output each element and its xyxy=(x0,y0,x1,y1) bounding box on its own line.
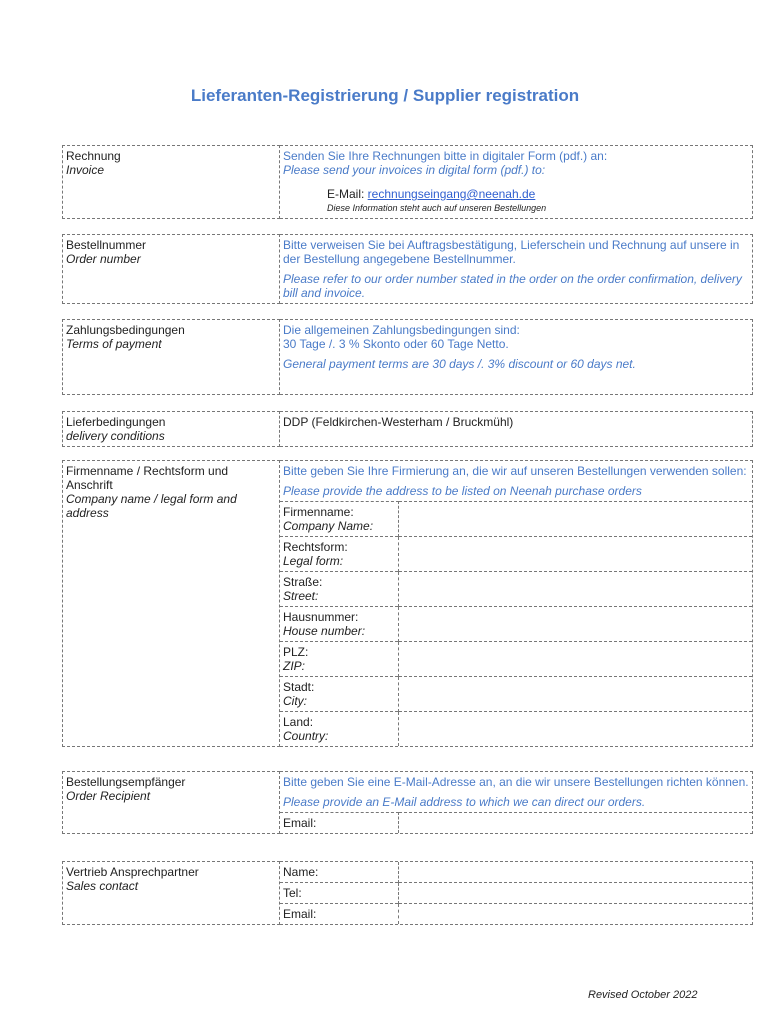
recipient-text-en: Please provide an E-Mail address to which we can direct our orders. xyxy=(283,795,646,809)
company-fields xyxy=(280,501,752,746)
city-label-de: Stadt: xyxy=(283,680,315,694)
zip-field[interactable] xyxy=(399,642,753,677)
house-number-field[interactable] xyxy=(399,607,753,642)
company-text-en: Please provide the address to be listed on Neenah purchase orders xyxy=(283,484,642,498)
sales-email-field[interactable] xyxy=(399,904,753,925)
payment-text-de-1: Die allgemeinen Zahlungsbedingungen sind: xyxy=(283,323,520,337)
company-field-row xyxy=(280,712,752,747)
street-field[interactable] xyxy=(399,572,753,607)
legal-form-label-en: Legal form: xyxy=(283,554,344,568)
order-number-section xyxy=(62,234,753,304)
order-number-label-de: Bestellnummer xyxy=(66,238,147,252)
company-text-de: Bitte geben Sie Ihre Firmierung an, die wir auf unseren Bestellungen verwenden sollen: xyxy=(283,464,747,478)
delivery-label-en: delivery conditions xyxy=(66,429,165,443)
sales-name-row xyxy=(280,862,752,883)
recipient-email-label: Email: xyxy=(280,813,399,834)
payment-label-en: Terms of payment xyxy=(66,337,162,351)
company-intro xyxy=(280,461,752,501)
legal-form-field[interactable] xyxy=(399,537,753,572)
payment-section xyxy=(62,319,753,395)
recipient-label-cell xyxy=(63,772,280,834)
invoice-email-line xyxy=(283,187,749,201)
company-label-cell xyxy=(63,461,280,747)
company-field-row xyxy=(280,502,752,537)
legal-form-label-de: Rechtsform: xyxy=(283,540,348,554)
invoice-note: Diese Information steht auch auf unseren Bestellungen xyxy=(327,203,547,213)
payment-text-en: General payment terms are 30 days /. 3% discount or 60 days net. xyxy=(283,357,636,371)
company-field-row xyxy=(280,607,752,642)
delivery-label-cell xyxy=(63,412,280,447)
order-number-text-en: Please refer to our order number stated in the order on the order confirmation, delivery bill and invoice. xyxy=(283,272,742,300)
street-label-en: Street: xyxy=(283,589,319,603)
legal-form-label xyxy=(280,537,399,572)
recipient-content-cell xyxy=(280,772,753,834)
order-number-label-en: Order number xyxy=(66,252,141,266)
delivery-text: DDP (Feldkirchen-Westerham / Bruckmühl) xyxy=(283,415,514,429)
street-label-de: Straße: xyxy=(283,575,323,589)
city-field[interactable] xyxy=(399,677,753,712)
company-field-row xyxy=(280,572,752,607)
sales-tel-row xyxy=(280,883,752,904)
recipient-intro xyxy=(280,772,752,812)
company-content-cell xyxy=(280,461,753,747)
invoice-email-link[interactable]: rechnungseingang@neenah.de xyxy=(367,187,536,201)
company-name-label-en: Company Name: xyxy=(283,519,374,533)
invoice-label-cell xyxy=(63,146,280,219)
city-label-en: City: xyxy=(283,694,307,708)
sales-tel-label: Tel: xyxy=(280,883,399,904)
company-field-row xyxy=(280,537,752,572)
invoice-label-de: Rechnung xyxy=(66,149,121,163)
delivery-section xyxy=(62,411,753,447)
invoice-section xyxy=(62,145,753,219)
order-number-label-cell xyxy=(63,235,280,304)
country-field[interactable] xyxy=(399,712,753,747)
house-number-label xyxy=(280,607,399,642)
order-number-content-cell xyxy=(280,235,753,304)
sales-label-en: Sales contact xyxy=(66,879,139,893)
sales-label-cell xyxy=(63,862,280,925)
company-name-label-de: Firmenname: xyxy=(283,505,354,519)
payment-content-cell xyxy=(280,320,753,395)
zip-label-en: ZIP: xyxy=(283,659,306,673)
house-number-label-de: Hausnummer: xyxy=(283,610,359,624)
company-label-de: Firmenname / Rechtsform und Anschrift xyxy=(66,464,229,492)
invoice-content-cell xyxy=(280,146,753,219)
company-field-row xyxy=(280,677,752,712)
sales-tel-field[interactable] xyxy=(399,883,753,904)
invoice-text-de: Senden Sie Ihre Rechnungen bitte in digitaler Form (pdf.) an: xyxy=(283,149,608,163)
sales-email-label: Email: xyxy=(280,904,399,925)
sales-label-de: Vertrieb Ansprechpartner xyxy=(66,865,199,879)
page-title: Lieferanten-Registrierung / Supplier registration xyxy=(190,86,580,105)
recipient-email-field[interactable] xyxy=(399,813,753,834)
zip-label-de: PLZ: xyxy=(283,645,309,659)
recipient-label-en: Order Recipient xyxy=(66,789,151,803)
recipient-email-row xyxy=(280,813,752,834)
country-label-en: Country: xyxy=(283,729,329,743)
street-label xyxy=(280,572,399,607)
delivery-content-cell xyxy=(280,412,753,447)
order-number-text-de: Bitte verweisen Sie bei Auftragsbestätigung, Lieferschein und Rechnung auf unsere in der Bestellung angegebene Bestellnummer. xyxy=(283,238,740,266)
sales-fields xyxy=(280,862,752,924)
payment-label-cell xyxy=(63,320,280,395)
payment-label-de: Zahlungsbedingungen xyxy=(66,323,185,337)
zip-label xyxy=(280,642,399,677)
invoice-label-en: Invoice xyxy=(66,163,105,177)
country-label xyxy=(280,712,399,747)
revision-footer: Revised October 2022 xyxy=(588,989,698,1001)
recipient-label-de: Bestellungsempfänger xyxy=(66,775,186,789)
delivery-label-de: Lieferbedingungen xyxy=(66,415,166,429)
city-label xyxy=(280,677,399,712)
sales-name-label: Name: xyxy=(280,862,399,883)
sales-section xyxy=(62,861,753,925)
recipient-fields xyxy=(280,812,752,833)
invoice-text-en: Please send your invoices in digital form (pdf.) to: xyxy=(283,163,546,177)
company-section xyxy=(62,460,753,747)
company-field-row xyxy=(280,642,752,677)
house-number-label-en: House number: xyxy=(283,624,366,638)
country-label-de: Land: xyxy=(283,715,314,729)
payment-text-de-2: 30 Tage /. 3 % Skonto oder 60 Tage Netto. xyxy=(283,337,509,351)
sales-email-row xyxy=(280,904,752,925)
recipient-text-de: Bitte geben Sie eine E-Mail-Adresse an, an die wir unsere Bestellungen richten können. xyxy=(283,775,749,789)
company-label-en: Company name / legal form and address xyxy=(66,492,237,520)
invoice-email-prefix: E-Mail: xyxy=(327,187,368,201)
sales-content-cell xyxy=(280,862,753,925)
recipient-section xyxy=(62,771,753,834)
company-name-field[interactable] xyxy=(399,502,753,537)
company-name-label xyxy=(280,502,399,537)
sales-name-field[interactable] xyxy=(399,862,753,883)
